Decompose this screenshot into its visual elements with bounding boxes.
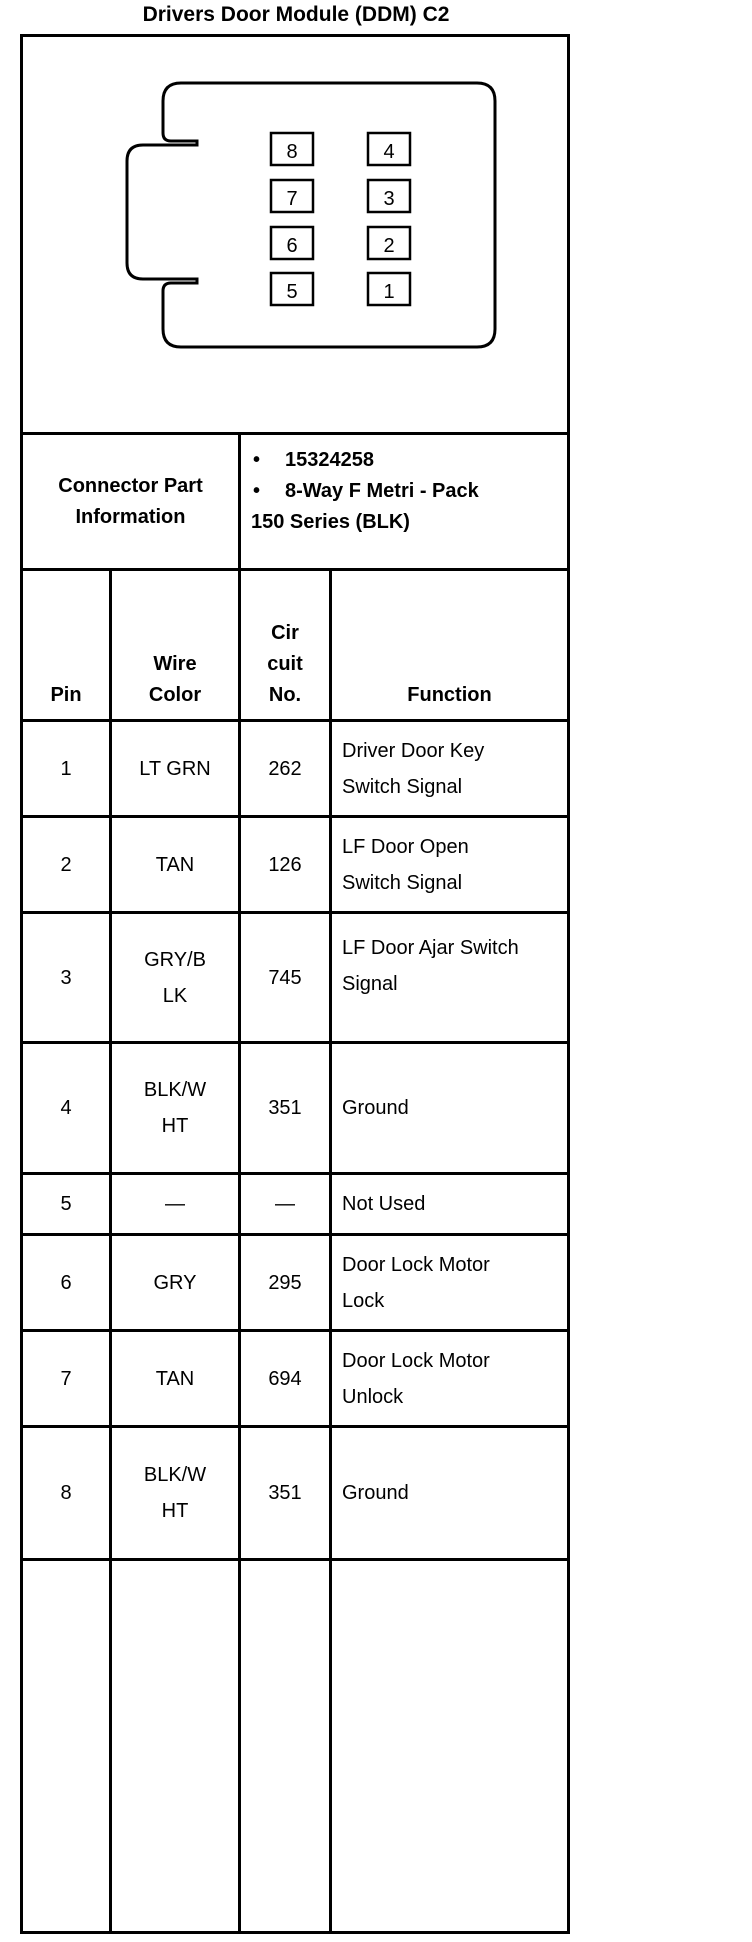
function-line: Switch Signal — [342, 871, 463, 894]
pin-label: 8 — [286, 141, 298, 163]
pin-label: 6 — [286, 235, 298, 257]
function-cell — [332, 722, 567, 815]
page-title: Drivers Door Module (DDM) C2 — [142, 3, 450, 26]
function-cell — [332, 1332, 567, 1425]
part-info-label — [23, 435, 238, 568]
wire-color-cell — [112, 722, 238, 815]
pin-cavity — [271, 227, 313, 259]
circuit-cell: 745 — [268, 966, 302, 989]
pin-label: 7 — [286, 188, 298, 210]
header-line: Color — [148, 684, 202, 706]
wire-color-line: TAN — [155, 853, 195, 876]
pin-cell: 1 — [60, 757, 72, 780]
wire-color-cell — [112, 1428, 238, 1558]
header-line: Cir — [271, 622, 299, 644]
description-line: 150 Series (BLK) — [251, 511, 410, 533]
connector-sheet — [20, 34, 570, 1934]
circuit-cell: 295 — [268, 1271, 302, 1294]
connector-outline — [23, 37, 567, 435]
circuit-cell: 351 — [268, 1097, 302, 1119]
pin-cavity — [271, 133, 313, 165]
function-cell — [332, 914, 567, 1041]
description-line — [253, 476, 479, 507]
pin-cell: 6 — [60, 1271, 72, 1294]
wire-color-line: BLK/W — [143, 1079, 207, 1101]
header-line: cuit — [267, 653, 303, 675]
pin-cavity — [368, 273, 410, 305]
wire-color-line: HT — [161, 1115, 189, 1137]
function-cell: Not Used — [342, 1193, 426, 1215]
part-number-line — [253, 445, 374, 476]
function-line: Unlock — [342, 1385, 404, 1408]
circuit-cell: 351 — [268, 1482, 302, 1504]
pin-cell: 7 — [60, 1367, 72, 1390]
function-line: LF Door Ajar Switch — [342, 937, 519, 959]
pin-cavity — [271, 180, 313, 212]
part-number: 15324258 — [285, 449, 374, 471]
function-cell: Ground — [342, 1482, 409, 1504]
function-line: Door Lock Motor — [342, 1349, 490, 1372]
function-cell — [332, 1236, 567, 1329]
circuit-cell: — — [275, 1193, 295, 1215]
function-line: Lock — [342, 1289, 385, 1312]
wire-color-line: HT — [161, 1500, 189, 1522]
part-description: 8-Way F Metri - Pack — [285, 480, 479, 502]
pin-label: 2 — [383, 235, 395, 257]
pin-cell: 4 — [60, 1097, 72, 1119]
pin-label: 3 — [383, 188, 395, 210]
function-line: LF Door Open — [342, 835, 469, 858]
function-line: Driver Door Key — [342, 739, 485, 762]
wire-color-line: LT GRN — [139, 757, 211, 780]
wire-color-cell: TAN — [155, 1367, 195, 1390]
function-line: Signal — [342, 973, 398, 995]
pin-cavity — [271, 273, 313, 305]
pin-label: 1 — [383, 281, 395, 303]
wire-color-line: GRY/B — [144, 948, 206, 971]
pin-label: 4 — [383, 141, 395, 163]
part-info-label-line: Connector Part — [58, 474, 203, 497]
pin-cavity — [368, 133, 410, 165]
pin-cell: 5 — [60, 1193, 72, 1215]
function-cell — [332, 818, 567, 911]
connector-housing — [127, 83, 495, 347]
bullet: • — [253, 480, 261, 502]
wire-color-cell: GRY — [153, 1271, 197, 1294]
pin-cavity — [368, 227, 410, 259]
wire-color-cell — [112, 914, 238, 1041]
pin-cell: 2 — [60, 853, 72, 876]
pin-cavity — [368, 180, 410, 212]
circuit-cell: 262 — [268, 757, 302, 780]
wire-color-line: BLK/W — [143, 1464, 207, 1486]
header-line: Wire — [153, 653, 197, 675]
header-pin: Pin — [50, 684, 82, 706]
header-circuit-number — [241, 571, 329, 719]
header-line: No. — [268, 684, 302, 706]
wire-color-cell — [112, 818, 238, 911]
pin-cell: 3 — [60, 966, 72, 989]
header-wire-color — [112, 571, 238, 719]
wire-color-line: LK — [162, 984, 188, 1007]
pin-label: 5 — [286, 281, 298, 303]
connector-diagram — [23, 37, 567, 435]
circuit-cell: 694 — [268, 1367, 302, 1390]
circuit-cell: 126 — [268, 853, 302, 876]
function-cell: Ground — [342, 1097, 409, 1119]
wire-color-cell: — — [165, 1193, 185, 1215]
part-info-label-line: Information — [75, 505, 186, 528]
pin-cell: 8 — [60, 1482, 72, 1504]
header-function: Function — [407, 684, 492, 706]
bullet: • — [253, 449, 261, 471]
function-line: Switch Signal — [342, 775, 463, 798]
wire-color-cell — [112, 1044, 238, 1172]
divider — [23, 1558, 567, 1561]
function-line: Door Lock Motor — [342, 1253, 490, 1276]
